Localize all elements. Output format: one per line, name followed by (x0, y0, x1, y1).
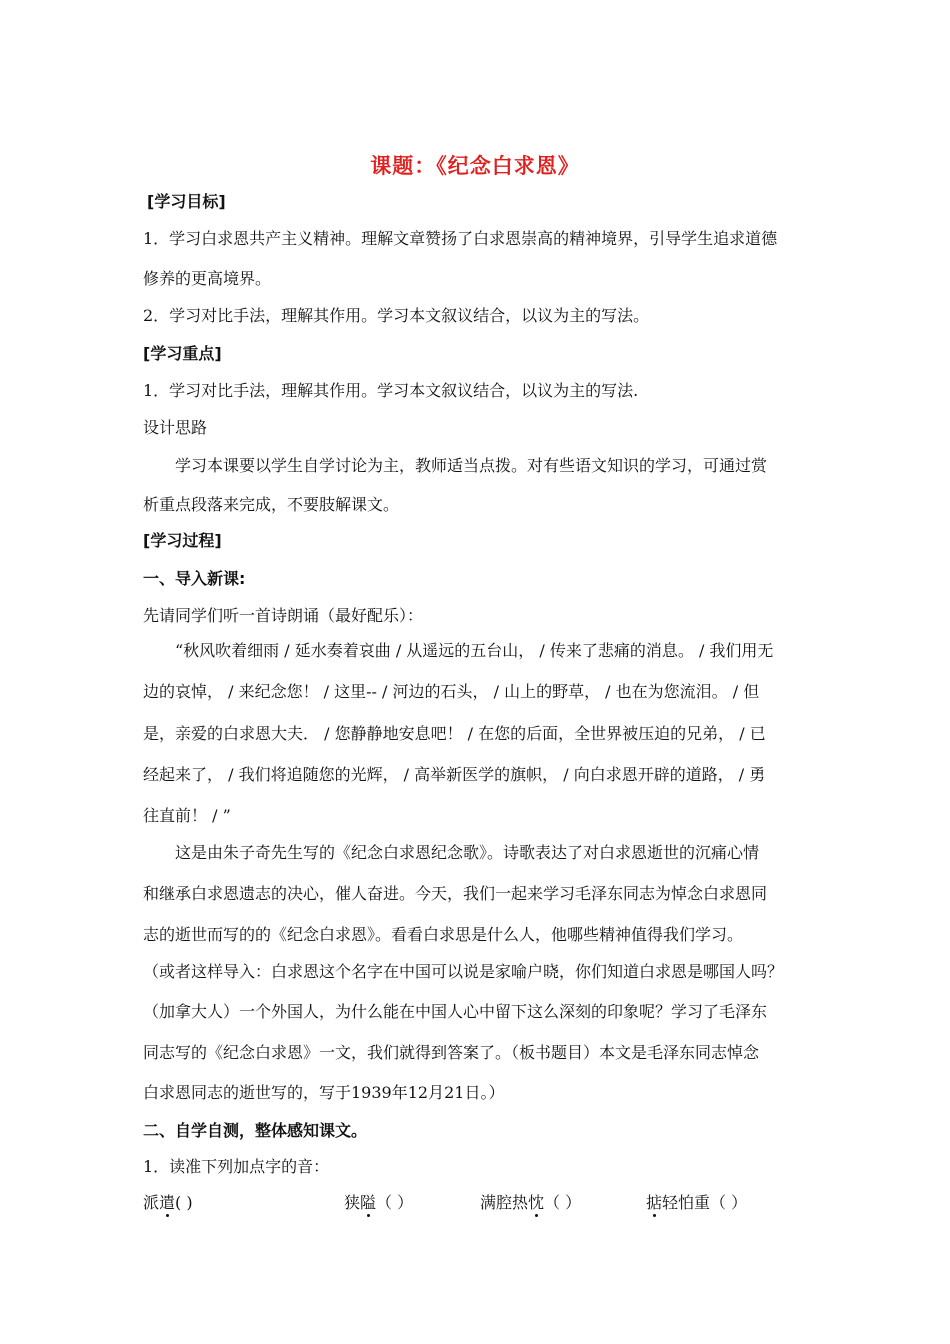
intro-line: 先请同学们听一首诗朗诵（最好配乐）： (143, 606, 424, 625)
paragraph-2-line-2: （加拿大人）一个外国人，为什么能在中国人心中留下这么深刻的印象呢？学习了毛泽东 (143, 1002, 768, 1021)
paragraph-1-line-1: 这是由朱子奇先生写的《纪念白求恩纪念歌》。诗歌表达了对白求恩逝世的沉痛心情 (175, 843, 760, 862)
emphasis-dot (166, 1214, 169, 1217)
emphasis-dot (653, 1214, 656, 1217)
page-title: 课题：《纪念白求恩》 (370, 154, 580, 178)
pinyin-item-4: 掂轻怕重（ ） (646, 1193, 748, 1212)
paragraph-2-line-3: 同志写的《纪念白求恩》一文，我们就得到答案了。（板书题目）本文是毛泽东同志悼念 (143, 1043, 760, 1062)
section-2-heading: 二、自学自测，整体感知课文。 (143, 1121, 368, 1140)
emphasis-dot (367, 1214, 370, 1217)
question-1: 1．读准下列加点字的音： (143, 1157, 330, 1176)
poem-line-1: “秋风吹着细雨 / 延水奏着哀曲 / 从遥远的五台山， / 传来了悲痛的消息。 / 我们用无 (175, 641, 774, 660)
paragraph-2-line-1: （或者这样导入：白求恩这个名字在中国可以说是家喻户晓，你们知道白求恩是哪国人吗？ (143, 962, 784, 981)
section-1-heading: 一、导入新课: (143, 569, 246, 588)
design-line-1: 学习本课要以学生自学讨论为主，教师适当点拨。对有些语文知识的学习，可通过赏 (175, 456, 768, 475)
pinyin-item-3: 满腔热忱（ ） (480, 1193, 582, 1212)
focus-heading: [学习重点] (143, 344, 222, 363)
focus-1: 1．学习对比手法，理解其作用。学习本文叙议结合，以议为主的写法. (143, 381, 639, 400)
process-heading: [学习过程] (143, 531, 222, 550)
paragraph-1-line-3: 志的逝世而写的的《纪念白求恩》。看看白求思是什么人，他哪些精神值得我们学习。 (143, 925, 744, 944)
poem-line-2: 边的哀悼， / 来纪念您！ / 这里-- / 河边的石头， / 山上的野草， / 也在为您流泪。 / 但 (143, 682, 760, 701)
goals-heading: [学习目标] (147, 192, 226, 211)
design-heading: 设计思路 (143, 418, 208, 437)
goal-1-line-2: 修养的更高境界。 (143, 269, 272, 288)
design-line-2: 析重点段落来完成，不要肢解课文。 (143, 495, 400, 514)
goal-1-line-1: 1．学习白求恩共产主义精神。理解文章赞扬了白求恩崇高的精神境界，引导学生追求道德 (143, 229, 778, 248)
pinyin-item-1: 派遣( ) (143, 1193, 193, 1212)
goal-2: 2．学习对比手法，理解其作用。学习本文叙议结合，以议为主的写法。 (143, 306, 650, 325)
paragraph-1-line-2: 和继承白求恩遗志的决心，催人奋进。今天，我们一起来学习毛泽东同志为悼念白求恩同 (143, 884, 768, 903)
poem-line-4: 经起来了， / 我们将追随您的光辉， / 高举新医学的旗帜， / 向白求恩开辟的道路， / 勇 (143, 765, 766, 784)
poem-line-3: 是，亲爱的白求恩大夫． / 您静静地安息吧！ / 在您的后面，全世界被压迫的兄弟， / 已 (143, 724, 766, 743)
poem-line-5: 往直前！ / ” (143, 806, 231, 825)
emphasis-dot (535, 1214, 538, 1217)
paragraph-2-line-4: 白求恩同志的逝世写的，写于1939年12月21日。） (143, 1083, 505, 1102)
pinyin-item-2: 狭隘（ ） (344, 1193, 414, 1212)
